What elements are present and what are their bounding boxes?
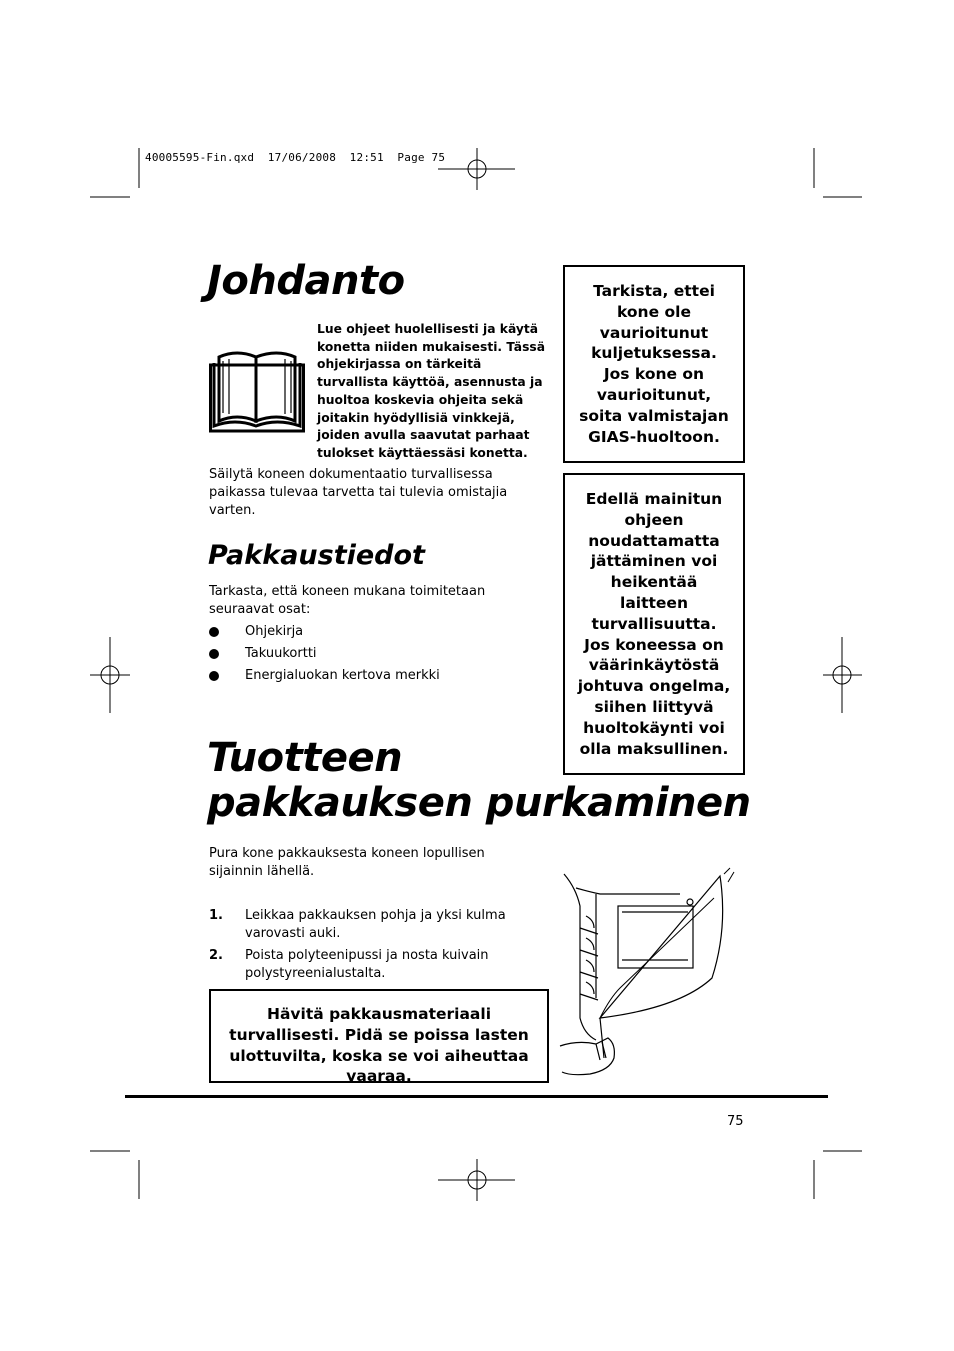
dispose-box [209, 989, 549, 1086]
keep-documentation-text: Säilytä koneen dokumentaatio turvallisessa paikassa tulevaa tarvetta tai tulevia omistajia varten. [209, 467, 508, 518]
unpacking-title-line1: Tuotteen [207, 735, 403, 781]
bullet-icon [209, 627, 219, 637]
print-slug: 40005595-Fin.qxd 17/06/2008 12:51 Page 75 [145, 151, 446, 164]
footer-rule [125, 1095, 828, 1098]
package-contents-intro: Tarkasta, että koneen mukana toimitetaan seuraavat osat: [209, 584, 486, 617]
damage-check-text: Tarkista, ettei kone ole vaurioitunut kuljetuksessa. Jos kone on vaurioitunut, soita valmistajan GIAS-huoltoon. [579, 282, 729, 446]
warning-box [563, 473, 745, 775]
bullet-icon [209, 671, 219, 681]
johdanto-title: Johdanto [207, 258, 405, 304]
intro-paragraph: Lue ohjeet huolellisesti ja käytä konetta niiden mukaisesti. Tässä ohjekirjassa on tärkeitä turvallista käyttöä, asennusta ja huoltoa koskevia ohjeita sekä joitakin hyödyllisiä vinkkejä, joiden avulla saavutat parhaat tulokset käyttäessäsi konetta. [317, 322, 546, 460]
damage-check-box [563, 265, 745, 463]
bullet-icon [209, 649, 219, 659]
unpacking-title-line2: pakkauksen purkaminen [207, 780, 751, 826]
page-number: 75 [727, 1114, 744, 1129]
pakkaustiedot-title: Pakkaustiedot [208, 540, 425, 571]
unpacking-intro: Pura kone pakkauksesta koneen lopullisen sijainnin lähellä. [209, 846, 485, 879]
open-book-icon [209, 347, 305, 433]
dispose-text: Hävitä pakkausmateriaali turvallisesti. Pidä se poissa lasten ulottuvilta, koska se voi aiheuttaa vaaraa. [229, 1005, 529, 1086]
unpacking-illustration [560, 868, 735, 1083]
warning-text: Edellä mainitun ohjeen noudattamatta jättäminen voi heikentää laitteen turvallisuutta. Jos koneessa on väärinkäytöstä johtuva ongelma, siihen liittyvä huoltokäynti voi olla maksullinen. [577, 490, 731, 758]
